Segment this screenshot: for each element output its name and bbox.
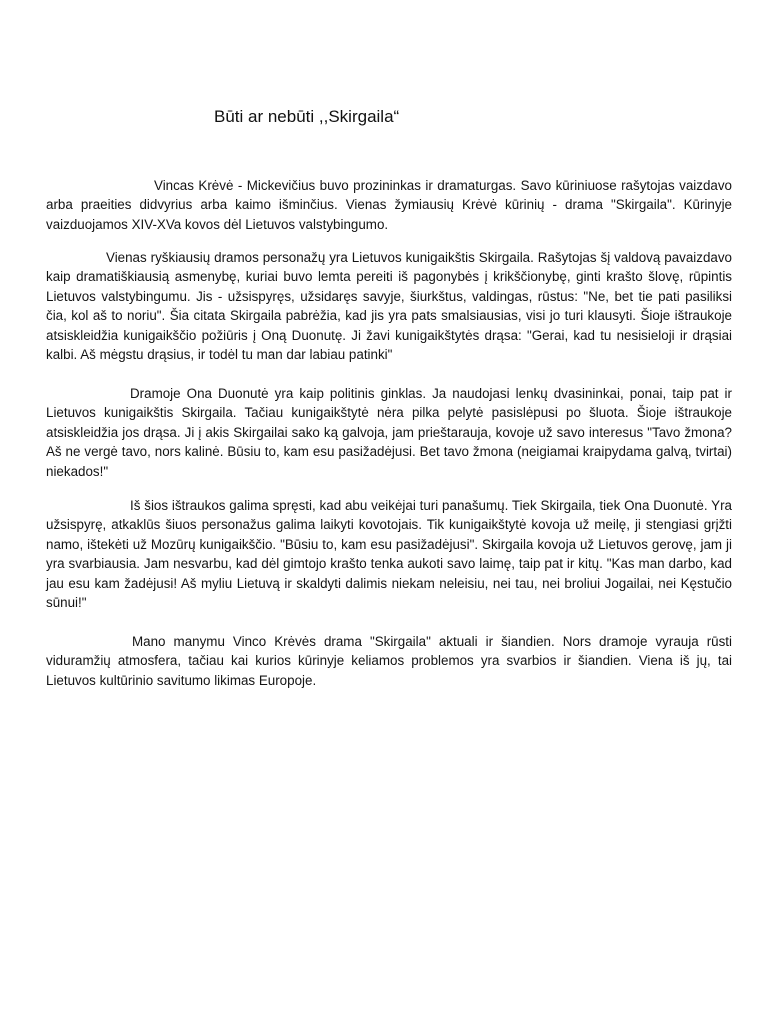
- paragraph-introduction: Vincas Krėvė - Mickevičius buvo prozininkas ir dramaturgas. Savo kūriniuose rašytojas vaizdavo arba praeities didvyrius arba kaimo išminčius. Vienas žymiausių Krėvė kūrinių - drama "Skirgaila". Kūrinyje vaizduojamos XIV-XVa kovos dėl Lietuvos valstybingumo.: [46, 178, 732, 232]
- paragraph-skirgaila: Vienas ryškiausių dramos personažų yra Lietuvos kunigaikštis Skirgaila. Rašytojas šį valdovą pavaizdavo kaip dramatiškiausią asmenybę, kuriai buvo lemta pereiti iš pagonybės į krikščionybę, ginti krašto šlovę, rūpintis Lietuvos valstybingumu. Jis - užsispyręs, užsidaręs savyje, šiurkštus, valdingas, rūstus: "Ne, bet tie pati pasiliksi čia, kol aš to noriu". Šia citata Skirgaila pabrėžia, kad jis yra pats smalsiausias, visi jo turi klausyti. Šioje ištraukoje atsiskleidžia kunigaikščio požiūris į Oną Duonutę. Ji žavi kunigaikštytės drąsa: "Gerai, kad tu nesisieloji ir drąsiai kalbi. Aš mėgstu drąsius, ir todėl tu man dar labiau patinki": [46, 250, 732, 363]
- document-title: Būti ar nebūti ,,Skirgaila“: [214, 107, 400, 126]
- paragraph-conclusion: Mano manymu Vinco Krėvės drama "Skirgaila" aktuali ir šiandien. Nors dramoje vyrauja rūsti viduramžių atmosfera, tačiau kai kurios kūrinyje keliamos problemos yra svarbios ir šiandien. Viena iš jų, tai Lietuvos kultūrinio savitumo likimas Europoje.: [46, 634, 732, 688]
- paragraph-comparison: Iš šios ištraukos galima spręsti, kad abu veikėjai turi panašumų. Tiek Skirgaila, tiek Ona Duonutė. Yra užsispyrę, atkaklūs šiuos personažus galima laikyti kovotojais. Tik kunigaikštytė kovoja už meilę, ji stengiasi grįžti namo, ištekėti už Mozūrų kunigaikščio. "Būsiu to, kam esu pasižadėjusi". Skirgaila kovoja už Lietuvos gerovę, jam ji yra svarbiausia. Jam nesvarbu, kad dėl gimtojo krašto tenka aukoti savo laimę, taip pat ir kitų. "Kas man darbo, kad jau esu kam žadėjusi! Aš myliu Lietuvą ir skaldyti dalimis niekam neleisiu, nei tau, nei broliui Jogailai, nei Kęstučio sūnui!": [46, 498, 732, 611]
- paragraph-ona-duonute: Dramoje Ona Duonutė yra kaip politinis ginklas. Ja naudojasi lenkų dvasininkai, ponai, taip pat ir Lietuvos kunigaikštis Skirgaila. Tačiau kunigaikštytė nėra pilka pelytė pasislėpusi po šluota. Šioje ištraukoje atsiskleidžia jos drąsa. Ji į akis Skirgailai sako ką galvoja, jam prieštarauja, kovoje už savo interesus "Tavo žmona? Aš ne vergė tavo, nors kalinė. Būsiu to, kam esu pasižadėjusi. Bet tavo žmona (neigiamai kraipydama galvą, tvirtai) niekados!": [46, 386, 732, 479]
